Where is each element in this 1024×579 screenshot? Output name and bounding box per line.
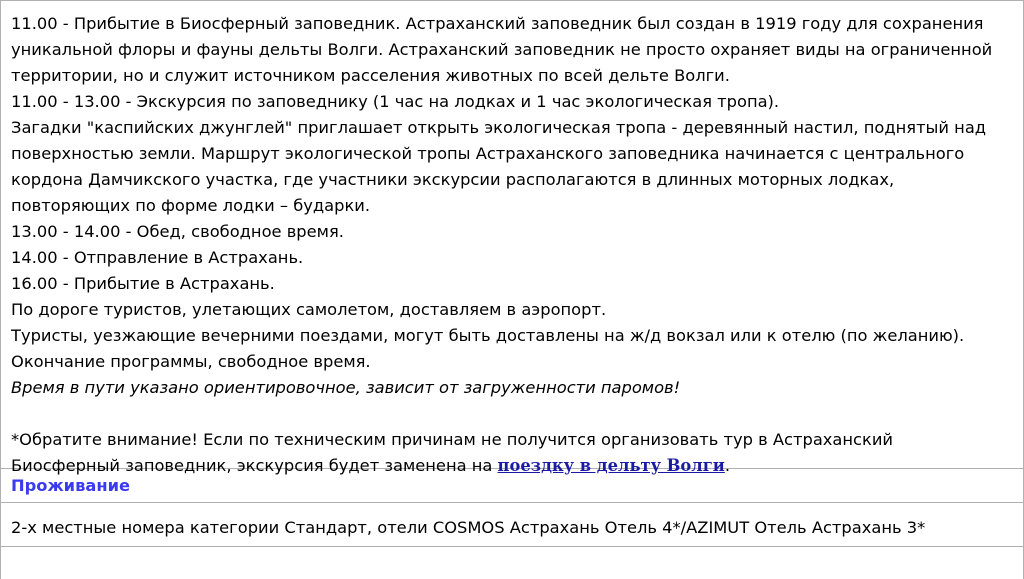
- notice-suffix: .: [724, 456, 731, 475]
- program-line: повторяющих по форме лодки – бударки.: [11, 196, 371, 215]
- program-line: 11.00 - Прибытие в Биосферный заповедник. Астраханский заповедник был создан в 1919 году для сохранения: [11, 14, 984, 33]
- accommodation-heading: Проживание: [11, 476, 131, 495]
- program-line: По дороге туристов, улетающих самолетом, доставляем в аэропорт.: [11, 300, 607, 319]
- accommodation-text: 2-х местные номера категории Стандарт, отели COSMOS Астрахань Отель 4*/AZIMUT Отель Астрахань 3*: [11, 518, 926, 537]
- accommodation-cell: [1, 503, 1023, 547]
- travel-time-note: Время в пути указано ориентировочное, зависит от загруженности паромов!: [11, 378, 681, 397]
- program-line: поверхностью земли. Маршрут экологической тропы Астраханского заповедника начинается с центрального: [11, 144, 965, 163]
- program-line: уникальной флоры и фауны дельты Волги. Астраханский заповедник не просто охраняет виды на ограниченной: [11, 40, 993, 59]
- program-line: территории, но и служит источником расселения животных по всей дельте Волги.: [11, 66, 730, 85]
- next-row: [1, 547, 1023, 579]
- program-cell: [1, 1, 1023, 475]
- program-line: 13.00 - 14.00 - Обед, свободное время.: [11, 222, 344, 241]
- program-line: Окончание программы, свободное время.: [11, 352, 371, 371]
- program-line: кордона Дамчикского участка, где участники экскурсии располагаются в длинных моторных лодках,: [11, 170, 895, 189]
- program-line: Загадки "каспийских джунглей" приглашает открыть экологическая тропа - деревянный настил, поднятый над: [11, 118, 987, 137]
- program-line: 14.00 - Отправление в Астрахань.: [11, 248, 304, 267]
- blank-line: [11, 401, 1013, 427]
- notice-line-1: *Обратите внимание! Если по техническим причинам не получится организовать тур в Астраханский: [11, 430, 894, 449]
- notice-prefix: Биосферный заповедник, экскурсия будет заменена на: [11, 456, 498, 475]
- program-line: 16.00 - Прибытие в Астрахань.: [11, 274, 275, 293]
- volga-delta-trip-link[interactable]: поездку в дельту Волги: [497, 456, 725, 475]
- program-line: Туристы, уезжающие вечерними поездами, могут быть доставлены на ж/д вокзал или к отелю (по желанию).: [11, 326, 965, 345]
- program-line: 11.00 - 13.00 - Экскурсия по заповеднику (1 час на лодках и 1 час экологическая тропа).: [11, 92, 780, 111]
